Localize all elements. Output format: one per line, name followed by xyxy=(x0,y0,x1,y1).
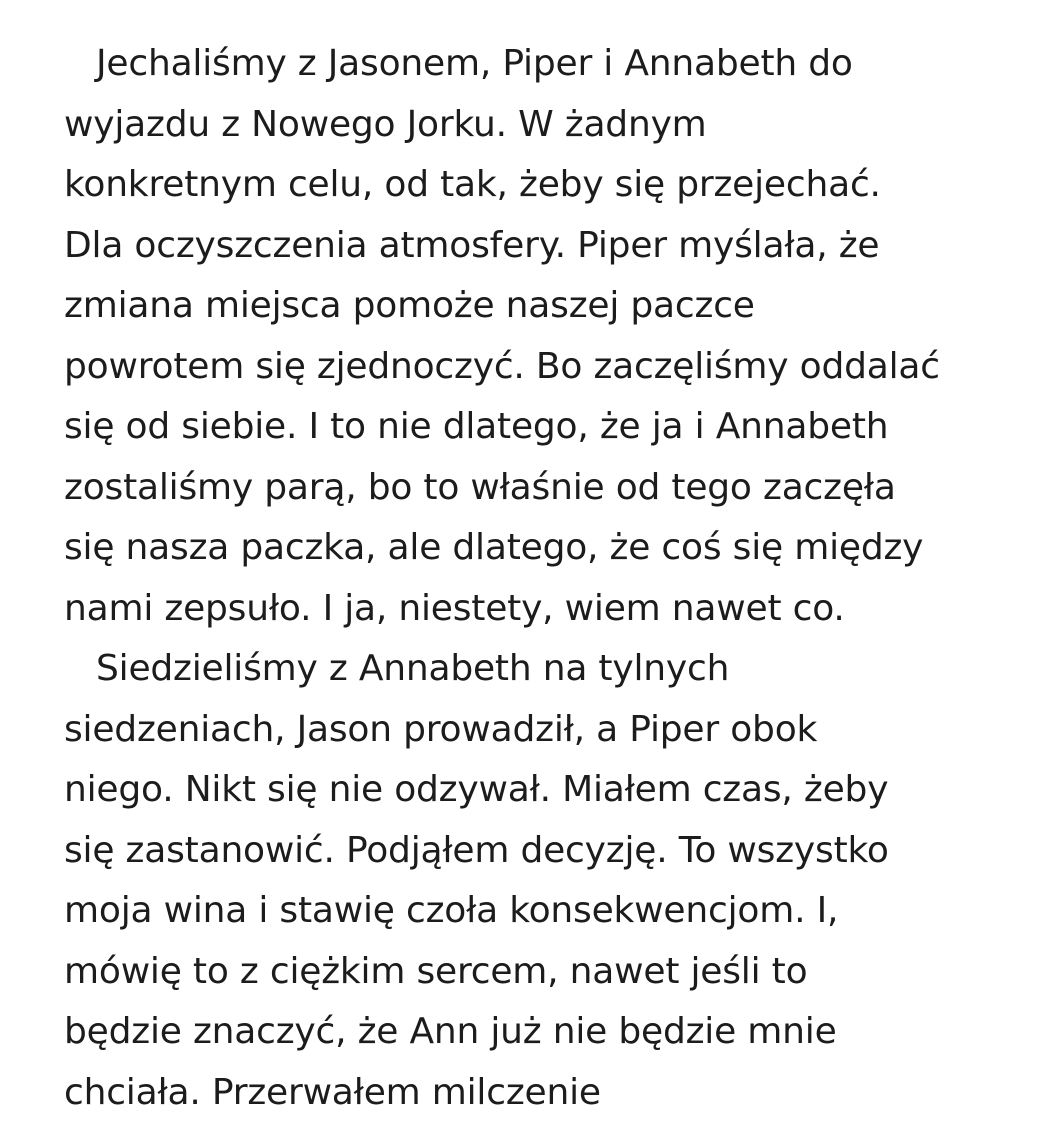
paragraph-2-line-1: Siedzieliśmy z Annabeth na tylnych xyxy=(96,648,730,689)
paragraph-1-line-2: wyjazdu z Nowego Jorku. W żadnym xyxy=(64,103,707,145)
document-text xyxy=(64,34,1024,1123)
paragraph-1-line-10: nami zepsuło. I ja, niestety, wiem nawet co. xyxy=(64,587,845,629)
paragraph-2-line-2: siedzeniach, Jason prowadził, a Piper obok xyxy=(64,708,818,750)
paragraph-2-line-7: będzie znaczyć, że Ann już nie będzie mnie xyxy=(64,1011,837,1052)
paragraph-1-line-4: Dla oczyszczenia atmosfery. Piper myślała, że xyxy=(64,224,880,266)
paragraph-1-line-8: zostaliśmy parą, bo to właśnie od tego zaczęła xyxy=(64,466,896,508)
paragraph-1-line-5: zmiana miejsca pomoże naszej paczce xyxy=(64,285,755,326)
paragraph-1-line-7: się od siebie. I to nie dlatego, że ja i Annabeth xyxy=(64,406,889,447)
paragraph-2-line-8: chciała. Przerwałem milczenie xyxy=(64,1071,601,1113)
paragraph-1-line-9: się nasza paczka, ale dlatego, że coś się między xyxy=(64,527,924,568)
paragraph-2-line-3: niego. Nikt się nie odzywał. Miałem czas, żeby xyxy=(64,769,889,810)
paragraph-1-line-6: powrotem się zjednoczyć. Bo zaczęliśmy oddalać xyxy=(64,345,940,387)
paragraph-2-line-5: moja wina i stawię czoła konsekwencjom. I, xyxy=(64,890,839,931)
paragraph-2-line-4: się zastanowić. Podjąłem decyzję. To wszystko xyxy=(64,829,889,871)
paragraph-1-line-3: konkretnym celu, od tak, żeby się przejechać. xyxy=(64,164,881,205)
paragraph-2-line-6: mówię to z ciężkim sercem, nawet jeśli to xyxy=(64,950,808,992)
paragraph-1-line-1: Jechaliśmy z Jasonem, Piper i Annabeth do xyxy=(96,43,853,84)
